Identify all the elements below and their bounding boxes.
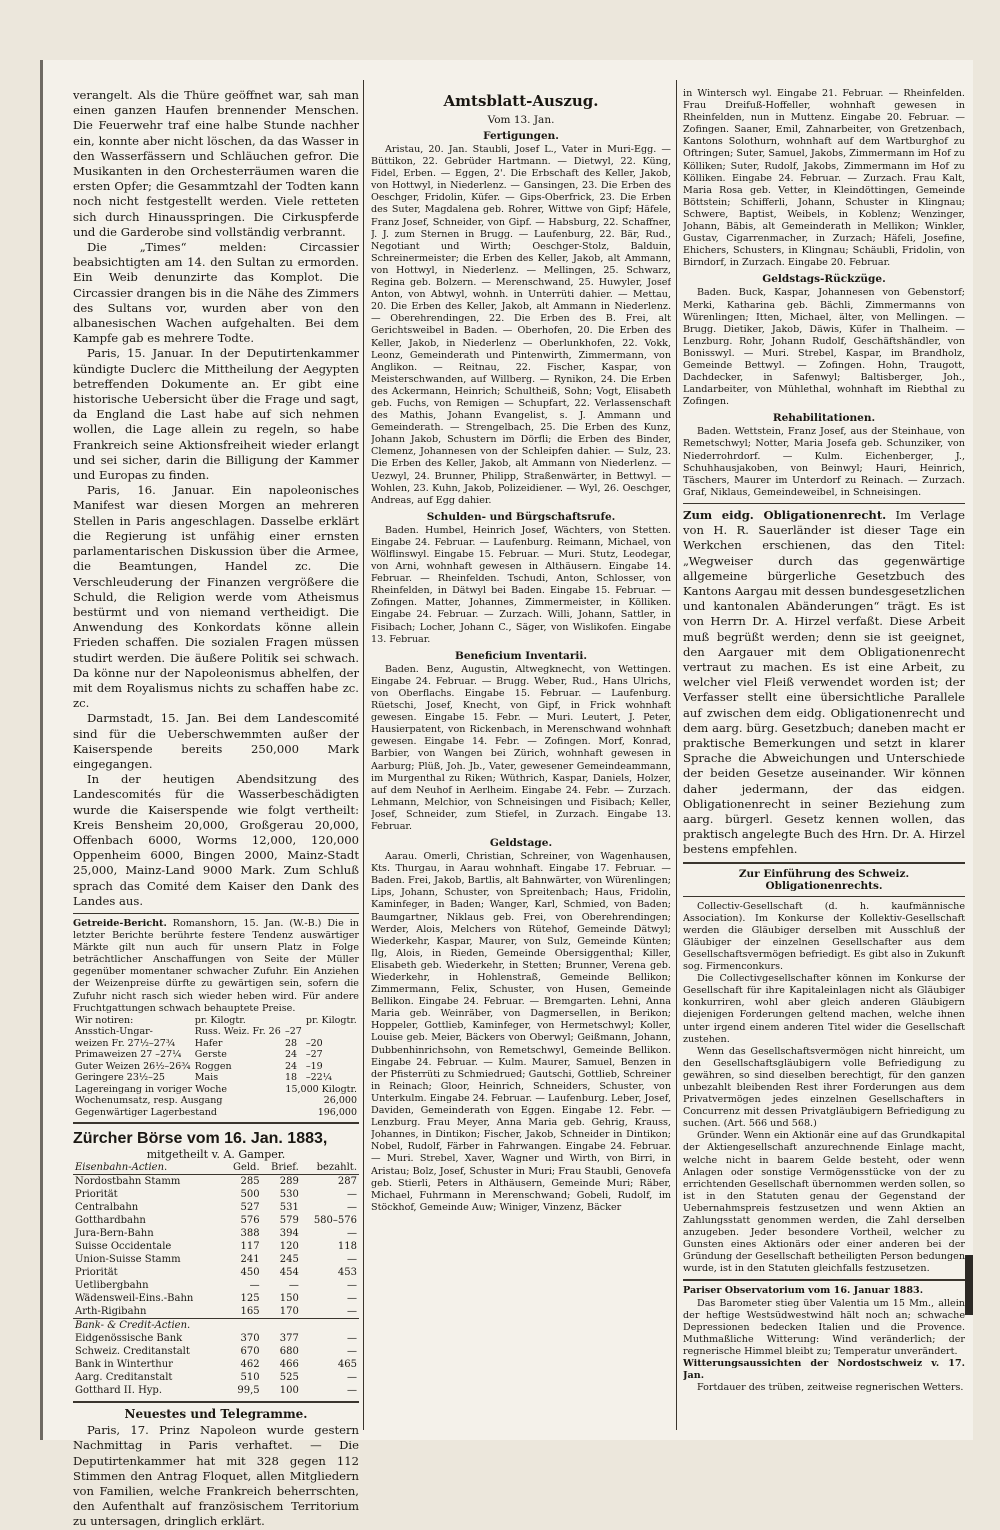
boerse-row-cell: 241 [240, 1254, 260, 1266]
getreide-row-cell: 24 [285, 1060, 298, 1072]
getreide-row-cell: –20 [305, 1037, 323, 1049]
separator [73, 1122, 359, 1124]
boerse-row-cell: 500 [240, 1189, 260, 1201]
obligationenrecht-text: Im Verlage von H. R. Sauerländer ist dieser Tage ein Werkchen erschienen, das den Titel: „Wegweiser durch das gegenwärtige allgemeine bürgerliche Gesetzbuch des Kantons Aargau mit dessen bundesgesetzlichen und kantonalen Abänderungen“ trägt. Es ist von Herrn Dr. A. Hirzel verfaßt. Diese Arbeit muß begrüßt werden; denn sie ist geeignet, den Aargauer mit dem Obligationenrecht vertraut zu machen. Es ist eine Arbeit, zu welcher viel Fleiß verwendet worden ist; der Verfasser stellt eine übersichtliche Parallele auf zwischen dem eidg. Obligationenrecht und dem aarg. bürg. Gesetzbuch; daneben macht er praktische Bemerkungen und setzt in klarer Sprache die Abweichungen und Unterschiede der beiden Gesetze auseinander. Wir können daher jedermann, der das eidgen. Obligationenrecht in seiner Beziehung zum aarg. bürgerl. Gesetz kennen wollen, das praktisch angelegte Buch des Hrn. Dr. A. Hirzel bestens empfehlen. [683, 507, 965, 857]
boerse-row-cell: 465 [337, 1359, 357, 1371]
rehabilitationen-text: Baden. Wettstein, Franz Josef, aus der Steinhaue, von Remetschwyl; Notter, Maria Josefa geb. Schunziker, von Niederrohrdorf. — Kulm. Eichenberger, J., Schuhhausjakoben, von Beinwyl; Hauri, Heinrich, Täschers, Maurer im Unterdorf zu Reinach. — Zurzach. Graf, Niklaus, Gemeindeweibel, in Schneisingen. [683, 426, 965, 498]
boerse-row-cell: 388 [240, 1228, 260, 1240]
page-edge-mark [965, 1255, 973, 1315]
section-rueckzuege: Geldstags-Rückzüge. [762, 273, 886, 286]
boerse-row [73, 1266, 359, 1279]
column-rule [676, 80, 677, 1430]
boerse-category-row [73, 1319, 359, 1333]
section-fertigungen: Fertigungen. [483, 130, 559, 142]
boerse-row-cell: — [347, 1202, 357, 1214]
lager-row-cell: Lagereingang in voriger Woche [75, 1083, 227, 1095]
lager-row-cell: 15,000 Kilogtr. [285, 1083, 357, 1095]
getreide-row-cell: 18 [285, 1072, 298, 1084]
boerse-row-cell: 120 [279, 1241, 299, 1253]
boerse-row [73, 1345, 359, 1358]
boerse-row-cell: Gotthard II. Hyp. [75, 1385, 163, 1397]
separator [683, 862, 965, 864]
lager-row-cell: Gegenwärtiger Lagerbestand [75, 1106, 217, 1118]
getreide-table [73, 1015, 359, 1084]
lager-row-cell: 196,000 [317, 1106, 357, 1118]
boerse-row-cell: 165 [240, 1306, 260, 1318]
getreide-bericht [73, 918, 359, 1015]
getreide-row-cell: Gerste [194, 1049, 227, 1061]
boerse-row [73, 1188, 359, 1201]
article-paris-16: Paris, 16. Januar. Ein napoleonisches Manifest war diesen Morgen an mehreren Stellen in Paris angeschlagen. Dasselbe erklärt die Regierung ist unfähig einer ernsten parlamentarischen Diskussion über die Armee, die Beamtungen, Handel zc. Die Verschleuderung der Finanzen vergrößere die Schuld, die Religion werde vom Atheismus bestürmt und von niemand vertheidigt. Die Anwendung des Konkordats könne allein Frieden schaffen. Die sozialen Fragen müssen studirt werden. Die äußere Politik sei schwach. Da könne nur der Napoleonismus abhelfen, der mit dem Royalismus nichts zu schaffen habe zc. zc. [73, 483, 359, 711]
boerse-header-cell: Geld. [224, 1161, 262, 1175]
boerse-row-cell: Schweiz. Creditanstalt [75, 1346, 190, 1358]
beneficium-text: Baden. Benz, Augustin, Altwegknecht, von Wettingen. Eingabe 24. Februar. — Brugg. Weber, Rud., Hans Ulrichs, von Oberflachs. Eingabe 15. Februar. — Laufenburg. Rüetschi, Josef, Knecht, von Gipf, in Frick wohnhaft gewesen. Eingabe 15. Febr. — Muri. Leutert, J. Peter, Hausierpatent, von Rickenbach, in Merenschwand wohnhaft gewesen. Eingabe 14. Febr. — Zofingen. Morf, Konrad, Barbier, von Wangen bei Zürich, wohnhaft gewesen in Aarburg; Plüß, Joh. Jb., Vater, gewesener Gemeindeammann, im Murgenthal zu Riken; Wüthrich, Kaspar, Daniels, Holzer, auf dem Neuhof in Aerlheim. Eingabe 24. Febr. — Zurzach. Lehmann, Melchior, von Schneisingen und Fisibach; Keller, Josef, Schneider, zum Stiefel, in Zurzach. Eingabe 13. Februar. [371, 663, 671, 832]
getreide-row [73, 1049, 359, 1061]
boerse-row-cell: Centralbahn [75, 1202, 139, 1214]
fertigungen-text: Aristau, 20. Jan. Staubli, Josef L., Vater in Muri-Egg. — Büttikon, 22. Gebrüder Hartmann. — Dietwyl, 22. Küng, Fidel, Erben. — Eggen, 2'. Die Erbschaft des Keller, Jakob, von Hottwyl, in Niederlenz. — Gansingen, 23. Die Erben des Oeschger, Fridolin, Küfer. — Gips-Oberfrick, 23. Die Erben des Suter, Magdalena geb. Rohrer, Wittwe von Gipf; Häfele, Franz Josef, Schneider, von Gipf. — Habsburg, 22. Schaffner, J. J. zum Sternen in Brugg. — Laufenburg, 22. Bär, Rud., Negotiant und Wirth; Oeschger-Stolz, Balduin, Schreinermeister; die Erben des Keller, Jakob, alt Ammann, von Hottwyl, in Niederlenz. — Mellingen, 25. Schwarz, Regina geb. Bolzern. — Merenschwand, 25. Huwyler, Josef Anton, von Abtwyl, wohnh. in Unterrüti dahier. — Mettau, 20. Die Erben des Keller, Jakob, alt Ammann in Niederlenz. — Oberehrendingen, 22. Die Erben des B. Frei, alt Gerichtsweibel in Baden. — Oberhofen, 20. Die Erben des Keller, Jakob, in Niederlenz — Oberlunkhofen, 22. Vokk, Leonz, Gemeinderath und Pintenwirth, Zimmermann, von Anglikon. — Reitnau, 22. Fischer, Kaspar, von Meisterschwanden, auf Willberg. — Rynikon, 24. Die Erben des Ackermann, Heinrich; Schultheiß, Sohn; Vogt, Elisabeth geb. Fuchs, von Remigen — Schupfart, 22. Verlassenschaft des Mathis, Johann Evangelist, s. J. Ammann und Gemeinderath. — Strengelbach, 25. Die Erben des Kunz, Johann Jakob, Schustern im Dörfli; die Erben des Binder, Clemenz, Johannesen von der Schleipfen dahier. — Sulz, 23. Die Erben des Keller, Jakob, alt Ammann von Niederlenz. — Uezwyl, 24. Brunner, Philipp, Straßenwärter, in Bettwyl. — Wohlen, 23. Kuhn, Jakob, Polizeidiener. — Wyl, 26. Oeschger, Andreas, auf Egg dahier. [371, 144, 671, 506]
boerse-row-cell: Wädensweil-Eins.-Bahn [75, 1293, 194, 1305]
column-middle [371, 88, 671, 1214]
column-left [73, 88, 359, 1530]
geldstage-text: Aarau. Omerli, Christian, Schreiner, von Wagenhausen, Kts. Thurgau, in Aarau wohnhaft. Eingabe 17. Februar. — Baden. Frei, Jakob, Bartlis, alt Bahnwärter, von Würenlingen; Lips, Johann, Schuster, von Spreitenbach; Haus, Fridolin, Kaminfeger, in Baden; Wanger, Karl, Schmied, von Baden; Baumgartner, Niklaus geb. Frei, von Oberehrendingen; Werder, Alois, Melchers von Rütehof, Gemeinde Dätwyl; Wiederkehr, Kaspar, Maurer, von Sulz, Gemeinde Künten; Ilg, Alois, in Rieden, Gemeinde Obersiggenthal; Killer, Elisabeth geb. Wiederkehr, in Stetten; Brunner, Verena geb. Wiederkehr, in Hohlenstraß, Gemeinde Bellikon; Zimmermann, Felix, Schuster, von Husen, Gemeinde Bellikon. Eingabe 24. Februar. — Bremgarten. Lehni, Anna Maria geb. Weinräber, von Dagmersellen, in Berikon; Hoppeler, Gottlieb, Kaminfeger, von Hermetschwyl; Koller, Louise geb. Meier, Bäckers von Oberwyl; Geißmann, Johann, Dubbenhinrichsohn, von Remetschwyl, Gemeinde Bellikon. Eingabe 24. Februar. — Kulm. Maurer, Samuel, Benzen in der Pfisterrüti zu Schmiedrued; Gautschi, Gottlieb, Schreiner in Reinach; Gloor, Heinrich, Schneiders, Schuster, von Unterkulm. Eingabe 24. Februar. — Laufenburg. Leber, Josef, Daviden, Gemeinderath von Eggen. Eingabe 12. Febr. — Lenzburg. Frau Meyer, Anna Maria geb. Gehrig, Krauss, Johannes, in Dintikon; Fischer, Jakob, Schneider in Dintikon; Nobel, Rudolf, Färber in Fahrwangen. Eingabe 24. Februar. — Muri. Strebel, Xaver, Wagner und Wirth, von Birri, in Aristau; Bolz, Josef, Schuster in Muri; Frau Staubli, Genovefa geb. Stierli, Peters in Althäusern, Gemeinde Muri; Räber, Michael, Fuhrmann in Merenschwand; Gobeli, Rudolf, im Stöckhof, Gemeinde Auw; Winiger, Vinzenz, Bäcker [371, 851, 671, 1213]
article-paris-15: Paris, 15. Januar. In der Deputirtenkammer kündigte Duclerc die Mittheilung der Aegypten betreffenden Dokumente an. Er gibt eine historische Uebersicht über die Frage und sagt, da England die Last habe auf sich nehmen wollen, die Lage allein zu regeln, so habe Frankreich seine Aktionsfreiheit wieder erlangt und sei sicher, darin die Billigung der Kammer und Europas zu finden. [73, 346, 359, 483]
boerse-row-cell: 377 [279, 1333, 299, 1345]
boerse-row [73, 1292, 359, 1305]
getreide-row-cell [283, 1015, 304, 1027]
getreide-row-cell: Roggen [194, 1060, 232, 1072]
boerse-row [73, 1332, 359, 1345]
boerse-header-cell: Brief. [262, 1161, 301, 1175]
boerse-row [73, 1253, 359, 1266]
einfuehrung-p4: Gründer. Wenn ein Aktionär eine auf das Grundkapital der Aktiengesellschaft anzurechnende Einlage macht, welche nicht in baarem Gelde besteht, oder wenn Anlagen oder sonstige Vermögensstücke von der zu errichtenden Gesellschaft übernommen werden sollen, so ist in den Statuten genau der Gegenstand der Uebernahmspreis festzusetzen und wenn Aktien an Zahlungsstatt genommen werden, die Zahl derselben anzugeben. Jeder besondere Vortheil, welcher zu Gunsten eines Aktionärs oder einer anderen bei der Gründung der Gesellschaft betheiligten Person bedungen wurde, ist in den Statuten gleichfalls festzusetzen. [683, 1130, 965, 1275]
lager-row-cell: 26,000 [323, 1095, 357, 1107]
boerse-row-cell: — [347, 1306, 357, 1318]
section-beneficium: Beneficium Inventarii. [454, 649, 588, 662]
getreide-row-cell: –19 [305, 1060, 323, 1072]
boerse-row-cell: 150 [279, 1293, 299, 1305]
boerse-row-cell: 285 [240, 1176, 260, 1188]
getreide-heading: Getreide-Bericht. [73, 917, 167, 929]
boerse-row-cell: 453 [337, 1267, 357, 1279]
boerse-row [73, 1384, 359, 1397]
getreide-row-cell: –22¼ [305, 1072, 332, 1084]
getreide-row-cell: –27 [285, 1026, 302, 1038]
boerse-row-cell: 117 [240, 1241, 260, 1253]
einfuehrung-p2: Die Collectivgesellschafter können im Konkurse der Gesellschaft für ihre Kapitaleinlagen nicht als Gläubiger konkurriren, wohl aber gleich anderen Gläubigern diejenigen Forderungen geltend machen, welche ihnen unter irgend einem anderen Titel wider die Gesellschaft zustehen. [683, 973, 965, 1045]
newspaper-page [40, 60, 973, 1529]
boerse-row-cell: Suisse Occidentale [75, 1241, 172, 1253]
boerse-row-cell: 118 [337, 1241, 357, 1253]
boerse-row-cell: 531 [279, 1202, 299, 1214]
boerse-row-cell: Eidgenössische Bank [75, 1333, 183, 1345]
lager-row [73, 1095, 359, 1107]
einfuehrung-heading: Zur Einführung des Schweiz. Obligationenrechts. [738, 867, 910, 892]
getreide-row-cell: Mais [194, 1072, 219, 1084]
boerse-row-cell: 454 [279, 1267, 299, 1279]
getreide-row-cell: Wir notiren: [75, 1014, 134, 1026]
boerse-row [73, 1358, 359, 1371]
boerse-row-cell: — [347, 1333, 357, 1345]
separator [683, 1279, 965, 1281]
boerse-row-cell: 125 [240, 1293, 260, 1305]
witterung-text: Fortdauer des trüben, zeitweise regnerischen Wetters. [697, 1382, 964, 1394]
boerse-row-cell: 670 [240, 1346, 260, 1358]
rueckzuege-text: Baden. Buck, Kaspar, Johannesen von Gebenstorf; Merki, Katharina geb. Bächli, Zimmermanns von Würenlingen; Itten, Michael, älter, von Mellingen. — Brugg. Dietiker, Jakob, Däwis, Küfer in Thalheim. — Lenzburg. Rohr, Johann Rudolf, Geschäftshändler, von Bonisswyl. — Muri. Strebel, Kaspar, im Brandholz, Gemeinde Bettwyl. — Zofingen. Hohn, Traugott, Dachdecker, in Safenwyl; Baltisberger, Joh., Landarbeiter, von Mühlethal, wohnhaft im Riebthal zu Zofingen. [683, 287, 965, 408]
getreide-row [73, 1072, 359, 1084]
amtsblatt-title: Amtsblatt-Auszug. [443, 92, 599, 110]
boerse-row-cell: 525 [279, 1372, 299, 1384]
boerse-row-cell: 530 [279, 1189, 299, 1201]
boerse-table [73, 1161, 359, 1397]
getreide-row-cell: Russ. Weiz. Fr. 26 [194, 1026, 281, 1038]
boerse-row [73, 1201, 359, 1214]
einfuehrung-p1: Collectiv-Gesellschaft (d. h. kaufmännische Association). Im Konkurse der Kollektiv-Gesellschaft werden die Gläubiger derselben mit Ausschluß der Gläubiger der einzelnen Gesellschafter aus dem Gesellschaftsvermögen befriedigt. Es gibt also in Zukunft sog. Firmenconkurs. [683, 900, 965, 973]
boerse-row-cell: — [347, 1293, 357, 1305]
getreide-row-cell: Geringere 23½–25 [75, 1072, 165, 1084]
boerse-row-cell: 510 [240, 1372, 260, 1384]
separator [683, 896, 965, 897]
boerse-row-cell: Priorität [75, 1267, 118, 1279]
boerse-row-cell: 527 [240, 1202, 260, 1214]
getreide-row-cell: Hafer [194, 1037, 223, 1049]
boerse-row-cell: — [288, 1280, 299, 1292]
boerse-row-cell: Nordostbahn Stamm [75, 1176, 181, 1188]
boerse-row-cell: — [347, 1254, 357, 1266]
article-times: Die „Times“ melden: Circassier beabsichtigten am 14. den Sultan zu ermorden. Ein Weib denunzirte das Komplot. Die Circassier drangen bis in die Nähe des Zimmers des Sultans vor, wurden aber von den albanesischen Wachen aufgehalten. Bei dem Kampfe gab es mehrere Todte. [73, 240, 359, 346]
getreide-text: Romanshorn, 15. Jan. (W.-B.) Die in letzter Berichte berührte festere Tendenz auswärtiger Märkte gilt nun auch für unsern Platz in Folge beträchtlicher Anschaffungen von Seite der Müller gegenüber momentaner schwacher Zufuhr. Ein Anziehen der Weizenpreise dürfte zu gewärtigen sein, sofern die Zufuhr nicht rasch sich wieder heben wird. Für andere Fruchtgattungen schwach behauptete Preise. [73, 917, 359, 1014]
boerse-row-cell: 370 [240, 1333, 260, 1345]
boerse-header-cell: bezahlt. [301, 1161, 359, 1175]
einfuehrung-p3: Wenn das Gesellschaftsvermögen nicht hinreicht, um den Gesellschaftsgläubigern volle Befriedigung zu gewähren, so sind dieselben berechtigt, für den ganzen unbezahlt bleibenden Rest ihrer Forderungen aus dem Privatvermögen jedes einzelnen Gesellschafters in Concurrenz mit dessen Privatgläubigern Befriedigung zu suchen. (Art. 566 und 568.) [683, 1045, 965, 1130]
section-schulden: Schulden- und Bürgschaftsrufe. [426, 510, 616, 523]
getreide-row [73, 1061, 359, 1073]
news-text: Paris, 17. Prinz Napoleon wurde gestern Nachmittag in Paris verhaftet. — Die Deputirtenkammer hat mit 328 gegen 112 Stimmen den Antrag Floquet, allen Mitgliedern von Familien, welche Frankreich beherrschten, den Aufenthalt auf französischem Territorium zu untersagen, dringlich erklärt. [73, 1423, 359, 1529]
getreide-row [73, 1038, 359, 1050]
boerse-title: Zürcher Börse vom 16. Jan. 1883, [73, 1130, 328, 1148]
witterung-heading: Witterungsaussichten der Nordostschweiz v. 17. Jan. [683, 1358, 965, 1382]
article-darmstadt: Darmstadt, 15. Jan. Bei dem Landescomité sind für die Ueberschwemmten außer der Kaiserspende bereits 250,000 Mark eingegangen. [73, 711, 359, 771]
boerse-row-cell: — [347, 1228, 357, 1240]
obligationenrecht-heading: Zum eidg. Obligationenrecht. [683, 507, 887, 522]
boerse-row-cell: — [347, 1385, 357, 1397]
section-geldstage: Geldstage. [489, 837, 553, 850]
boerse-row [73, 1279, 359, 1292]
getreide-row-cell: Primaweizen 27 –27¼ [75, 1049, 182, 1061]
lager-row-cell: Wochenumsatz, resp. Ausgang [75, 1095, 223, 1107]
observatorium-text: Das Barometer stieg über Valentia um 15 Mm., allein der heftige Westsüdwestwind hält noch an; schwache Depressionen bedecken Italien und die Provence. Muthmaßliche Witterung: Wind veränderlich; der regnerische Himmel bleibt zu; Temperatur unverändert. [683, 1297, 965, 1357]
getreide-row [73, 1026, 359, 1038]
boerse-category-label: Bank- & Credit-Actien. [73, 1319, 359, 1333]
schulden-text: Baden. Humbel, Heinrich Josef, Wächters, von Stetten. Eingabe 24. Februar. — Laufenburg. Reimann, Michael, von Wölflinswyl. Eingabe 15. Februar. — Muri. Stutz, Leodegar, von Arni, wohnhaft gewesen in Althäusern. Eingabe 14. Februar. — Rheinfelden. Tschudi, Anton, Schlosser, von Rheinfelden, in Dätwyl bei Baden. Eingabe 15. Februar. — Zofingen. Matter, Johannes, Zimmermeister, in Kölliken. Eingabe 24. Februar. — Zurzach. Willi, Johann, Sattler, in Fisibach; Locher, Johann C., Säger, von Wislikofen. Eingabe 13. Februar. [371, 524, 671, 645]
column-right [683, 88, 965, 1394]
boerse-row-cell: — [347, 1372, 357, 1384]
getreide-row-cell: 24 [285, 1049, 298, 1061]
boerse-row-cell: 100 [279, 1385, 299, 1397]
boerse-header-cell: Eisenbahn-Actien. [73, 1161, 224, 1175]
boerse-row-cell: 450 [240, 1267, 260, 1279]
getreide-row-cell: 28 [285, 1037, 298, 1049]
separator [73, 1401, 359, 1403]
boerse-row [73, 1240, 359, 1253]
getreide-row [73, 1015, 359, 1027]
boerse-row-cell: — [347, 1189, 357, 1201]
lager-row [73, 1084, 359, 1096]
boerse-row [73, 1175, 359, 1189]
boerse-row-cell: 579 [279, 1215, 299, 1227]
boerse-row-cell: Union-Suisse Stamm [75, 1254, 181, 1266]
lager-table [73, 1084, 359, 1119]
article-fire: verangelt. Als die Thüre geöffnet war, sah man einen ganzen Haufen brennender Menschen. Die Feuerwehr traf eine halbe Stunde nachher ein, konnte aber nicht löschen, da das Wasser in den Wasserfässern und Schläuchen gefror. Die Musikanten in den Orchesterräumen waren die ersten Opfer; die Gesammtzahl der Todten kann noch nicht festgestellt werden. Viele retteten sich durch Hinausspringen. Die Cirkuspferde und die Garderobe sind vollständig verbrannt. [73, 88, 359, 239]
boerse-row-cell: 680 [279, 1346, 299, 1358]
article-kaiserspende: In der heutigen Abendsitzung des Landescomités für die Wasserbeschädigten wurde die Kaiserspende wie folgt vertheilt: Kreis Bensheim 20,000, Großgerau 20,000, Offenbach 6000, Worms 12,000, 120,000 Oppenheim 6000, Bingen 2000, Mainz-Stadt 25,000, Mainz-Land 9000 Mark. Zum Schluß sprach das Comité dem Kaiser den Dank des Landes aus. [73, 772, 359, 908]
lager-row [73, 1107, 359, 1119]
boerse-row-cell: Gotthardbahn [75, 1215, 146, 1227]
boerse-row [73, 1371, 359, 1384]
getreide-row-cell: Ansstich-Ungar- [75, 1026, 153, 1038]
geldstage-continued: in Wintersch wyl. Eingabe 21. Februar. — Rheinfelden. Frau Dreifuß-Hoffeller, wohnhaft gewesen in Rheinfelden, nun in Muttenz. Eingabe 20. Februar. — Zofingen. Saaner, Emil, Zahnarbeiter, von Gretzenbach, Kantons Solothurn, wohnhaft auf dem Wartburghof zu Oftringen; Suter, Samuel, Jakobs, Zimmermann im Hof zu Kölliken; Suter, Rudolf, Jakobs, Zimmermann im Hof zu Kölliken. Eingabe 24. Februar. — Zurzach. Frau Kalt, Maria Rosa geb. Vetter, in Kleindöttingen, Gemeinde Böttstein; Schifferli, Johann, Schuster in Klingnau; Schwere, Baptist, Weibels, in Koblenz; Wenzinger, Johann, Bäbis, alt Gemeinderath in Mellikon; Winkler, Gustav, Cigarrenmacher, in Zurzach; Häfeli, Josefine, Ehichers, Schusters, in Klingnau; Schäubli, Fridolin, von Birndorf, in Zurzach. Eingabe 20. Februar. [683, 88, 965, 269]
news-heading: Neuestes und Telegramme. [124, 1407, 308, 1422]
getreide-row-cell: pr. Kilogtr. [305, 1014, 357, 1026]
boerse-row-cell: Priorität [75, 1189, 118, 1201]
boerse-row-cell: 245 [279, 1254, 299, 1266]
column-rule [363, 80, 364, 1430]
separator [73, 913, 359, 914]
boerse-row-cell: 466 [279, 1359, 299, 1371]
boerse-row [73, 1214, 359, 1227]
boerse-row-cell: — [249, 1280, 260, 1292]
boerse-row-cell: — [347, 1346, 357, 1358]
separator [683, 503, 965, 504]
getreide-row-cell: weizen Fr. 27½–27¾ [75, 1037, 176, 1049]
boerse-row-cell: Uetlibergbahn [75, 1280, 149, 1292]
boerse-row [73, 1227, 359, 1240]
boerse-row-cell: Bank in Winterthur [75, 1359, 173, 1371]
boerse-row-cell: Aarg. Creditanstalt [75, 1372, 173, 1384]
amtsblatt-date: Vom 13. Jan. [487, 114, 555, 126]
boerse-row-cell: 170 [279, 1306, 299, 1318]
getreide-row-cell: Guter Weizen 26½–26¾ [75, 1060, 191, 1072]
getreide-row-cell: –27 [305, 1049, 323, 1061]
boerse-subtitle: mitgetheilt v. A. Gamper. [146, 1148, 286, 1162]
boerse-row-cell: 462 [240, 1359, 260, 1371]
section-rehabilitationen: Rehabilitationen. [772, 412, 876, 425]
boerse-row-cell: 289 [279, 1176, 299, 1188]
boerse-row [73, 1305, 359, 1319]
boerse-row-cell: Jura-Bern-Bahn [75, 1228, 154, 1240]
boerse-row-cell: — [347, 1280, 357, 1292]
boerse-row-cell: 580–576 [313, 1215, 357, 1227]
boerse-row-cell: 394 [279, 1228, 299, 1240]
boerse-row-cell: Arth-Rigibahn [75, 1306, 147, 1318]
boerse-row-cell: 99,5 [237, 1385, 260, 1397]
obligationenrecht-article [683, 508, 965, 858]
boerse-row-cell: 287 [337, 1176, 357, 1188]
getreide-row-cell: pr. Kilogtr. [194, 1014, 246, 1026]
observatorium-heading: Pariser Observatorium vom 16. Januar 1883. [683, 1285, 924, 1297]
boerse-row-cell: 576 [240, 1215, 260, 1227]
